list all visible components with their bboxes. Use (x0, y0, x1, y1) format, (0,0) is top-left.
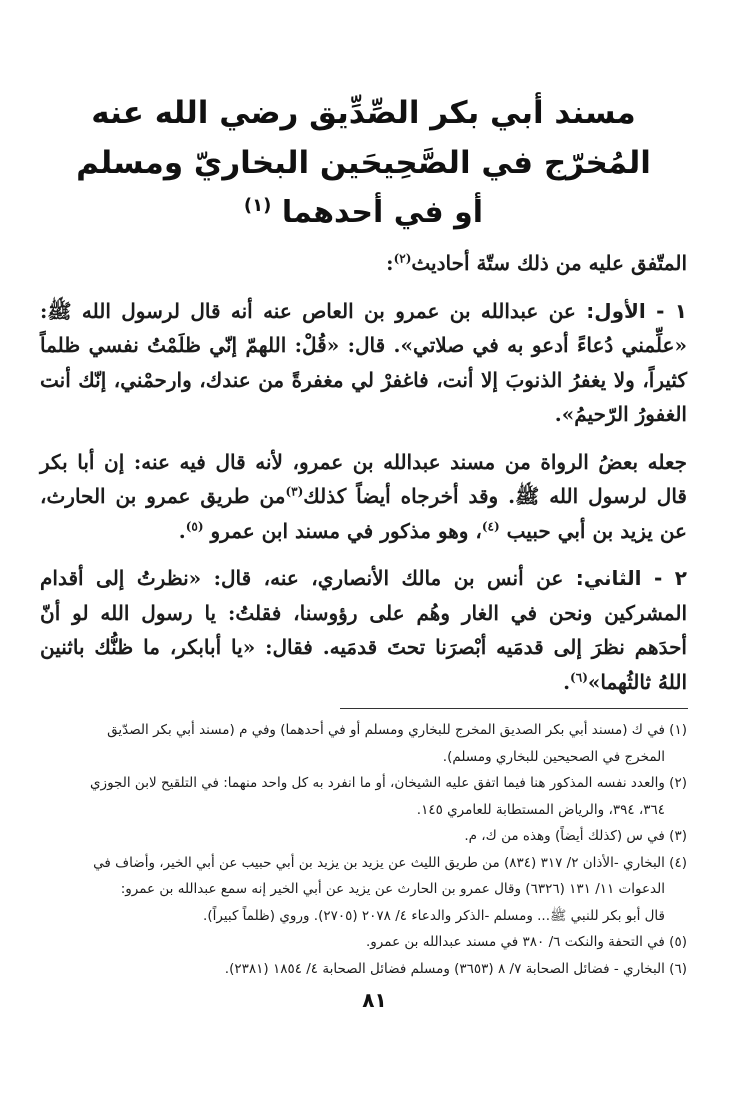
page-number: ٨١ (362, 988, 387, 1012)
hadith-2 (40, 561, 687, 699)
footnotes (45, 717, 687, 982)
commentary-text-4: . (178, 518, 186, 543)
commentary-text-3: ، وهو مذكور في مسند ابن عمرو (210, 518, 482, 543)
intro-colon: : (386, 251, 394, 275)
intro-text: المتّفق عليه من ذلك ستّة أحاديث (411, 251, 687, 275)
footnote-line: (٣) في س (كذلك أيضاً) وهذه من ك، م. (464, 828, 687, 844)
hadith-1 (40, 294, 687, 432)
commentary-footnote-ref-4: (٤) (481, 518, 500, 533)
commentary-text-1: جعله بعضُ الرواة من مسند عبدالله بن عمرو، لأنه قال فيه عنه: إن أبا بكر قال لرسول الله ﷺ. وقد أخرجاه أيضاً كذلك (40, 449, 687, 508)
heading-footnote-ref: (١) (243, 195, 272, 216)
intro-line (40, 246, 687, 281)
hadith-1-lead: ١ - الأول: (586, 298, 687, 323)
heading-line-3-text: أو في أحدهما (281, 195, 484, 230)
footnote-6 (45, 956, 687, 983)
commentary-text-2: من طريق عمرو بن الحارث، عن يزيد بن أبي حبيب (40, 484, 687, 543)
intro-footnote-ref: (٢) (393, 251, 412, 266)
hadith-2-end: . (563, 669, 571, 694)
footnote-4 (45, 850, 687, 930)
footnote-line: (٥) في التحفة والنكت ٦/ ٣٨٠ في مسند عبدالله بن عمرو. (366, 934, 687, 950)
footnote-line: الدعوات ١١/ ١٣١ (٦٣٢٦) وقال عمرو بن الحارث عن يزيد عن أبي الخير إنه سمع عبدالله بن عمرو: (120, 881, 665, 897)
footnote-2 (45, 770, 687, 823)
commentary-footnote-ref-3: (٣) (285, 484, 304, 499)
footnote-5 (45, 929, 687, 956)
commentary-paragraph (40, 445, 687, 549)
footnote-1 (45, 717, 687, 770)
footnote-3 (45, 823, 687, 850)
chapter-heading (40, 88, 687, 238)
hadith-2-footnote-ref: (٦) (570, 669, 588, 684)
heading-line-3 (40, 188, 687, 238)
commentary-footnote-ref-5: (٥) (185, 518, 204, 533)
hadith-1-text: عن عبدالله بن عمرو بن العاص عنه أنه قال لرسول الله ﷺ: «علِّمني دُعاءً أدعو به في صلاتي». قال: «قُلْ: اللهمّ إنّي ظلَمْتُ نفسي ظلماً كثيراً، ولا يغفرُ الذنوبَ إلا أنت، فاغفرْ لي مغفرةً من عندك، وارحمْني، إنّك أنت الغفورُ الرّحيمُ». (40, 298, 687, 426)
hadith-2-lead: ٢ - الثاني: (575, 566, 687, 590)
footnote-divider (340, 708, 688, 709)
footnote-line: (٦) البخاري - فضائل الصحابة ٧/ ٨ (٣٦٥٣) ومسلم فضائل الصحابة ٤/ ١٨٥٤ (٢٣٨١). (224, 960, 687, 977)
heading-line-1: مسند أبي بكر الصِّدِّيق رضي الله عنه (91, 95, 636, 131)
footnote-line: المخرج في الصحيحين للبخاري ومسلم). (442, 748, 665, 765)
footnote-line: (١) في ك (مسند أبي بكر الصديق المخرج للبخاري ومسلم أو في أحدهما) وفي م (مسند أبي بكر الصدّيق (107, 722, 687, 738)
footnote-line: (٢) والعدد نفسه المذكور هنا فيما اتفق عليه الشيخان، أو ما انفرد به كل واحد منهما: في التلقيح لابن الجوزي (89, 775, 687, 791)
footnote-line: قال أبو بكر للنبي ﷺ... ومسلم -الذكر والدعاء ٤/ ٢٠٧٨ (٢٧٠٥). وروي (ظلماً كبيراً). (203, 907, 665, 924)
main-text (40, 246, 687, 699)
footnote-line: (٤) البخاري -الأذان ٢/ ٣١٧ (٨٣٤) من طريق الليث عن يزيد بن يزيد بن أبي حبيب عن أبي الخير، وأضاف في (93, 854, 687, 871)
heading-line-2: المُخرّج في الصَّحِيحَين البخاريّ ومسلم (76, 145, 651, 181)
footnote-line: ٣٦٤، ٣٩٤، والرياض المستطابة للعامري ١٤٥. (416, 801, 665, 818)
hadith-2-text: عن أنس بن مالك الأنصاري، عنه، قال: «نظرتُ إلى أقدام المشركين ونحن في الغار وهُم على رؤوسنا، فقلتُ: يا رسول الله لو أنّ أحدَهم نظرَ إلى قدمَيه أبْصرَنا تحتَ قدمَيه. فقال: «يا أبابكر، ما ظنُّك باثنين اللهُ ثالثُهما» (40, 566, 687, 694)
